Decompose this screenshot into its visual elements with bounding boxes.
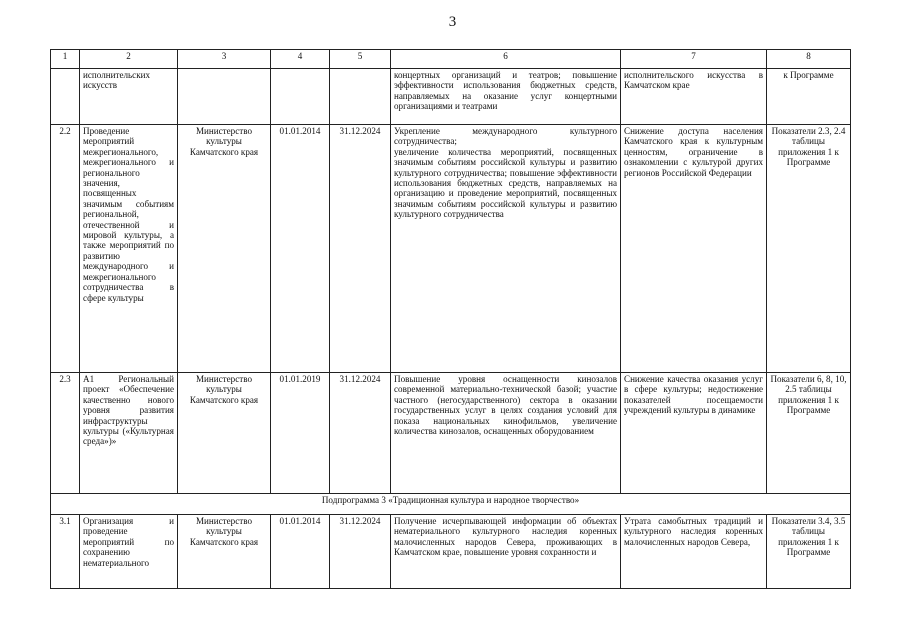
start-date: 01.01.2014 (271, 515, 330, 589)
expected-result: Укрепление международного культурного сотрудничества; увеличение количества мероприятий, посвященных значимым событиям российской культуры и развитию культурного сотрудничества; повышение эффективности использования бюджетных средств, направляемых на организацию и проведение мероприятий, посвященных значимым событиям российской культуры и развитию культурного сотрудничества (391, 125, 621, 373)
executor: Министерство культуры Камчатского края (178, 125, 271, 373)
subprogram-title: Подпрограмма 3 «Традиционная культура и народное творчество» (51, 494, 851, 515)
start-date (271, 69, 330, 125)
start-date: 01.01.2014 (271, 125, 330, 373)
subprogram-row (51, 494, 851, 515)
end-date: 31.12.2024 (330, 125, 391, 373)
row-number: 2.2 (51, 125, 80, 373)
row-number (51, 69, 80, 125)
executor (178, 69, 271, 125)
column-header: 6 (391, 50, 621, 69)
start-date: 01.01.2019 (271, 373, 330, 494)
page-number: 3 (448, 14, 457, 30)
expected-result: Повышение уровня оснащенности кинозалов современной материально-технической базой; участие частного (негосударственного) сектора в оказании государственных услуг в целях создания условий для показа национальных кинофильмов, увеличение количества кинозалов, оснащенных оборудованием (391, 373, 621, 494)
header-row (51, 50, 851, 69)
executor: Министерство культуры Камчатского края (178, 515, 271, 589)
expected-result: концертных организаций и театров; повышение эффективности использования бюджетных средств, направляемых на оказание услуг концертными организациями и театрами (391, 69, 621, 125)
table-row (51, 373, 851, 494)
activity-name: Проведение мероприятий межрегионального, межрегионального и регионального значения, посвященных значимым событиям региональной, отечественной и мировой культуры, а также мероприятий по развитию международного и межрегионального сотрудничества в сфере культуры (80, 125, 178, 373)
table-row (51, 69, 851, 125)
consequence: Снижение качества оказания услуг в сфере культуры; недостижение показателей посещаемости учреждений культуры в динамике (621, 373, 767, 494)
indicators: Показатели 3.4, 3.5 таблицы приложения 1 к Программе (767, 515, 851, 589)
row-number: 2.3 (51, 373, 80, 494)
indicators: Показатели 2.3, 2.4 таблицы приложения 1 к Программе (767, 125, 851, 373)
end-date: 31.12.2024 (330, 373, 391, 494)
end-date (330, 69, 391, 125)
column-header: 1 (51, 50, 80, 69)
activity-name: Организация и проведение мероприятий по сохранению нематериального (80, 515, 178, 589)
column-header: 7 (621, 50, 767, 69)
end-date: 31.12.2024 (330, 515, 391, 589)
column-header: 4 (271, 50, 330, 69)
indicators: к Программе (767, 69, 851, 125)
consequence: Снижение доступа населения Камчатского края к культурным ценностям, ограничение в ознакомлении с культурой других регионов Российской Федерации (621, 125, 767, 373)
table-row (51, 125, 851, 373)
consequence: исполнительского искусства в Камчатском крае (621, 69, 767, 125)
expected-result: Получение исчерпывающей информации об объектах нематериального культурного наследия коренных малочисленных народов Севера, проживающих в Камчатском крае, повышение уровня сохранности и (391, 515, 621, 589)
row-number: 3.1 (51, 515, 80, 589)
column-header: 3 (178, 50, 271, 69)
table-row (51, 515, 851, 589)
activity-name: исполнительских искусств (80, 69, 178, 125)
column-header: 5 (330, 50, 391, 69)
column-header: 8 (767, 50, 851, 69)
column-header: 2 (80, 50, 178, 69)
indicators: Показатели 6, 8, 10, 2.5 таблицы приложения 1 к Программе (767, 373, 851, 494)
activity-name: А1 Региональный проект «Обеспечение качественно нового уровня развития инфраструктуры культуры («Культурная среда»)» (80, 373, 178, 494)
executor: Министерство культуры Камчатского края (178, 373, 271, 494)
activities-table (50, 49, 851, 589)
consequence: Утрата самобытных традиций и культурного наследия коренных малочисленных народов Севера, (621, 515, 767, 589)
